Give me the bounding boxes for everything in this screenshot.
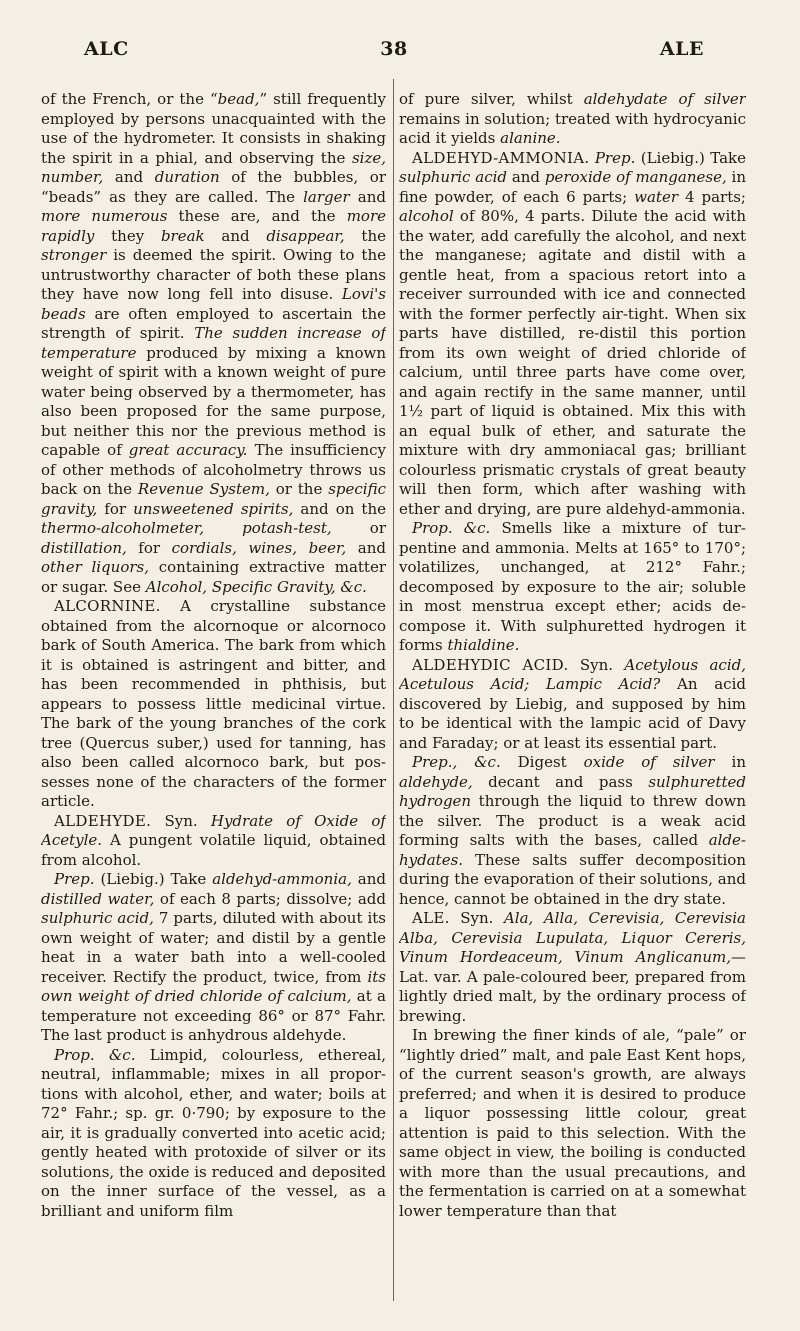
entry-paragraph: ALDEHYD-AMMONIA. Prep. (Liebig.) Take sulphuric acid and peroxide of manganese, in fine powder, of each 6 parts; water 4 parts; alcohol of 80%, 4 parts. Dilute the acid with the water, add carefully the alcohol, and next the manganese; agitate and distil with a gentle heat, from a spacious retort into a receiver surrounded with ice and connected with the former perfectly air-tight. When six parts have distilled, re-distil this portion from its own weight of dried chloride of calcium, until three parts have come over, and again rectify in the same manner, until 1½ part of liquid is obtained. Mix this with an equal bulk of ether, and saturate the mixture with dry ammoniacal gas; brilliant colourless prismatic crystals of great beauty will then form, which after washing with ether and drying, are pure aldehyd-ammonia. <box>399 148 746 518</box>
column-divider <box>393 79 394 1301</box>
entry-paragraph: ALCORNINE. A crystalline substance obtained from the alcornoque or alcornoco bark of South America. The bark from which it is obtained is astringent and bitter, and has been recommended in phthisis, but appears to possess little medicinal virtue. The bark of the young branches of the cork tree (Quercus suber,) used for tanning, has also been called alcornoco bark, but possesses none of the characters of the former article. <box>41 597 386 810</box>
entry-paragraph: of the French, or the “bead,” still frequently employed by persons unacquainted with the use of the hydrometer. It consists in shaking the spirit in a phial, and observing the size, number, and duration of the bubbles, or “beads” as they are called. The larger and more numerous these are, and the more rapidly they break and disappear, the stronger is deemed the spirit. Owing to the untrustworthy character of both these plans they have now long fell into disuse. Lovi's beads are often employed to ascertain the strength of spirit. The sudden increase of temperature produced by mixing a known weight of spirit with a known weight of pure water being observed by a thermometer, has also been proposed for the same purpose, but neither this nor the previous method is capable of great accuracy. The insufficiency of other methods of alcoholmetry throws us back on the Revenue System, or the specific gravity, for unsweetened spirits, and on the thermo-alcoholmeter, potash-test, or distillation, for cordials, wines, beer, and other liquors, containing extractive matter or sugar. See Alcohol, Specific Gravity, &c. <box>41 90 386 596</box>
entry-paragraph: ALDEHYDE. Syn. Hydrate of Oxide of Acetyle. A pungent volatile liquid, obtained from alcohol. <box>41 811 386 869</box>
entry-paragraph: In brewing the finer kinds of ale, “pale” or “lightly dried” malt, and pale East Kent hops, of the current season's growth, are always preferred; and when it is desired to produce a liquor possessing little colour, great attention is paid to this selection. With the same object in view, the boiling is conducted with more than the usual precautions, and the fermentation is carried on at a somewhat lower temperature than that <box>399 1026 746 1220</box>
entry-paragraph: Prep., &c. Digest oxide of silver in aldehyde, decant and pass sulphuretted hydrogen through the liquid to threw down the silver. The product is a weak acid forming salts with the bases, called aldehydates. These salts suffer decomposition during the evaporation of their solutions, and hence, cannot be obtained in the dry state. <box>399 753 746 908</box>
entry-paragraph: ALE. Syn. Ala, Alla, Cerevisia, Cerevisia Alba, Cerevisia Lupulata, Liquor Cereris, Vinum Hordeaceum, Vinum Anglicanum,— Lat. var. A pale-coloured beer, prepared from lightly dried malt, by the ordinary process of brewing. <box>399 909 746 1025</box>
entry-paragraph: ALDEHYDIC ACID. Syn. Acetylous acid, Acetulous Acid; Lampic Acid? An acid discovered by Liebig, and supposed by him to be identical with the lampic acid of Davy and Faraday; or at least its essential part. <box>399 655 746 752</box>
left-column <box>41 90 386 1221</box>
right-column <box>399 90 746 1221</box>
entry-paragraph: Prep. (Liebig.) Take aldehyd-ammonia, and distilled water, of each 8 parts; dissolve; add sulphuric acid, 7 parts, diluted with about its own weight of water; and distil by a gentle heat in a water bath into a well-cooled receiver. Rectify the product, twice, from its own weight of dried chloride of calcium, at a temperature not exceeding 86° or 87° Fahr. The last product is anhydrous aldehyde. <box>41 870 386 1044</box>
page-number: 38 <box>380 38 408 60</box>
running-header <box>84 38 704 68</box>
entry-paragraph: Prop. &c. Limpid, colourless, ethereal, neutral, inflammable; mixes in all proportions with alcohol, ether, and water; boils at 72° Fahr.; sp. gr. 0·790; by exposure to the air, it is gradually converted into acetic acid; gently heated with protoxide of silver or its solutions, the oxide is reduced and deposited on the inner surface of the vessel, as a brilliant and uniform film <box>41 1045 386 1220</box>
header-guide-word-left: ALC <box>84 38 129 60</box>
entry-paragraph: Prop. &c. Smells like a mixture of turpentine and ammonia. Melts at 165° to 170°; volatilizes, unchanged, at 212° Fahr.; decomposed by exposure to the air; soluble in most menstrua except ether; acids decompose it. With sulphuretted hydrogen it forms thialdine. <box>399 519 746 654</box>
header-guide-word-right: ALE <box>659 38 704 60</box>
entry-paragraph: of pure silver, whilst aldehydate of silver remains in solution; treated with hydrocyanic acid it yields alanine. <box>399 90 746 147</box>
